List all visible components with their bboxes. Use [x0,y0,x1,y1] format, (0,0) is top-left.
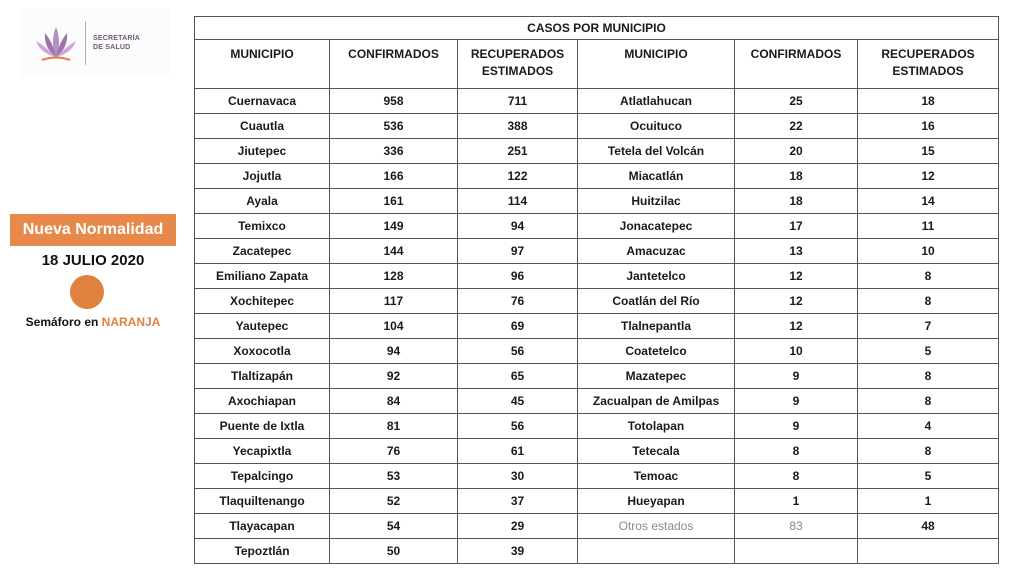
table-row [195,164,999,189]
table-cell: Ayala [195,189,330,214]
table-cell: 84 [330,389,458,414]
table-cell: Atlatlahucan [578,89,735,114]
table-cell: Otros estados [578,514,735,539]
semaforo-prefix: Semáforo en [25,315,102,329]
table-cell: 9 [735,389,858,414]
table-cell: Jiutepec [195,139,330,164]
table-cell: 388 [458,114,578,139]
table-cell: 251 [458,139,578,164]
table-cell: 4 [858,414,999,439]
table-cell: 128 [330,264,458,289]
table-title: CASOS POR MUNICIPIO [195,17,999,40]
table-cell: 1 [858,489,999,514]
table-cell: 114 [458,189,578,214]
table-cell: Miacatlán [578,164,735,189]
table-cell: Zacualpan de Amilpas [578,389,735,414]
table-row [195,89,999,114]
table-cell [735,539,858,564]
table-cell: 5 [858,464,999,489]
table-row [195,414,999,439]
table-cell: 144 [330,239,458,264]
table-cell: 18 [735,164,858,189]
table-cell: 8 [858,439,999,464]
table-cell: 29 [458,514,578,539]
table-cell: Hueyapan [578,489,735,514]
table-cell: Tlayacapan [195,514,330,539]
logo-line-1: SECRETARÍA [93,35,140,42]
table-cell [578,539,735,564]
table-cell: Zacatepec [195,239,330,264]
table-cell: 117 [330,289,458,314]
table-cell: 96 [458,264,578,289]
table-cell: 39 [458,539,578,564]
table-row [195,339,999,364]
table-row [195,239,999,264]
table-cell: Yautepec [195,314,330,339]
table-cell: Xochitepec [195,289,330,314]
table-cell: 10 [858,239,999,264]
table-cell: 14 [858,189,999,214]
table-cell: 711 [458,89,578,114]
table-cell: 50 [330,539,458,564]
table-cell: Tepalcingo [195,464,330,489]
table-cell: Temoac [578,464,735,489]
table-cell: 8 [735,464,858,489]
table-cell: Yecapixtla [195,439,330,464]
table-cell: 94 [330,339,458,364]
table-cell: 56 [458,414,578,439]
table-cell: Mazatepec [578,364,735,389]
table-cell: 12 [858,164,999,189]
table-cell: Tlaquiltenango [195,489,330,514]
table-cell: 18 [735,189,858,214]
semaforo-status [10,315,176,329]
table-cell: Totolapan [578,414,735,439]
logo-divider [85,21,86,65]
table-row [195,314,999,339]
table-cell: 8 [858,289,999,314]
table-row [195,539,999,564]
table-cell: 5 [858,339,999,364]
table-cell: 48 [858,514,999,539]
table-cell: 65 [458,364,578,389]
table-cell: 9 [735,414,858,439]
table-cell: 30 [458,464,578,489]
table-cell: 18 [858,89,999,114]
table-row [195,389,999,414]
table-body [195,89,999,564]
table-cell: 1 [735,489,858,514]
table-cell: 8 [735,439,858,464]
table-cell: 336 [330,139,458,164]
table-cell: 104 [330,314,458,339]
table-cell: 76 [330,439,458,464]
table-cell: 536 [330,114,458,139]
table-cell: 16 [858,114,999,139]
column-header: CONFIRMADOS [735,40,858,89]
table-cell: Tepoztlán [195,539,330,564]
table-cell: 13 [735,239,858,264]
table-cell [858,539,999,564]
table-cell: 12 [735,314,858,339]
table-cell: Cuautla [195,114,330,139]
table-cell: 17 [735,214,858,239]
table-cell: 37 [458,489,578,514]
table-cell: 81 [330,414,458,439]
table-row [195,214,999,239]
table-row [195,364,999,389]
table-cell: 9 [735,364,858,389]
table-cell: Axochiapan [195,389,330,414]
table-cell: Cuernavaca [195,89,330,114]
table-cell: Coatlán del Río [578,289,735,314]
column-header: RECUPERADOS ESTIMADOS [458,40,578,89]
table-cell: 8 [858,364,999,389]
table-row [195,289,999,314]
table-cell: 958 [330,89,458,114]
table-cell: Huitzilac [578,189,735,214]
nueva-normalidad-banner: Nueva Normalidad [10,214,176,246]
table-cell: 54 [330,514,458,539]
table-cell: 53 [330,464,458,489]
table-cell: Coatetelco [578,339,735,364]
table-cell: Emiliano Zapata [195,264,330,289]
table-cell: Tlaltizapán [195,364,330,389]
table-cell: 149 [330,214,458,239]
table-cell: 56 [458,339,578,364]
table-cell: Jojutla [195,164,330,189]
table-cell: 11 [858,214,999,239]
table-cell: Temixco [195,214,330,239]
table-cell: 25 [735,89,858,114]
table-cell: 10 [735,339,858,364]
column-header: RECUPERADOS ESTIMADOS [858,40,999,89]
table-cell: 97 [458,239,578,264]
table-row [195,439,999,464]
table-cell: Ocuituco [578,114,735,139]
logo-line-2: DE SALUD [93,44,131,51]
table-cell: Tetecala [578,439,735,464]
table-cell: 61 [458,439,578,464]
report-date: 18 JULIO 2020 [41,252,145,269]
table-cell: 8 [858,389,999,414]
table-cell: 22 [735,114,858,139]
table-cell: 94 [458,214,578,239]
table-cell: Amacuzac [578,239,735,264]
table-cell: 122 [458,164,578,189]
table-cell: 7 [858,314,999,339]
table-cell: 52 [330,489,458,514]
table-row [195,489,999,514]
table-row [195,464,999,489]
table-cell: Tetela del Volcán [578,139,735,164]
table-cell: 76 [458,289,578,314]
table-cell: 45 [458,389,578,414]
column-header: MUNICIPIO [578,40,735,89]
table-cell: 15 [858,139,999,164]
table-row [195,264,999,289]
secretaria-salud-logo [20,8,170,78]
table-row [195,189,999,214]
table-cell: Tlalnepantla [578,314,735,339]
semaforo-color-name: NARANJA [101,315,161,329]
column-header: MUNICIPIO [195,40,330,89]
table-cell: Jantetelco [578,264,735,289]
table-cell: 12 [735,289,858,314]
logo-text [93,34,140,52]
table-cell: 69 [458,314,578,339]
table-cell: 83 [735,514,858,539]
table-cell: 12 [735,264,858,289]
table-cell: 92 [330,364,458,389]
table-cell: 8 [858,264,999,289]
cases-by-municipality-table [194,16,999,564]
table-row [195,514,999,539]
table-header-row [195,40,999,89]
table-cell: 166 [330,164,458,189]
lotus-logo-icon [32,21,80,65]
table-cell: Puente de Ixtla [195,414,330,439]
table-cell: 20 [735,139,858,164]
semaforo-circle-icon [70,275,104,309]
table-cell: Jonacatepec [578,214,735,239]
table-cell: Xoxocotla [195,339,330,364]
column-header: CONFIRMADOS [330,40,458,89]
table-cell: 161 [330,189,458,214]
table-row [195,114,999,139]
table-row [195,139,999,164]
